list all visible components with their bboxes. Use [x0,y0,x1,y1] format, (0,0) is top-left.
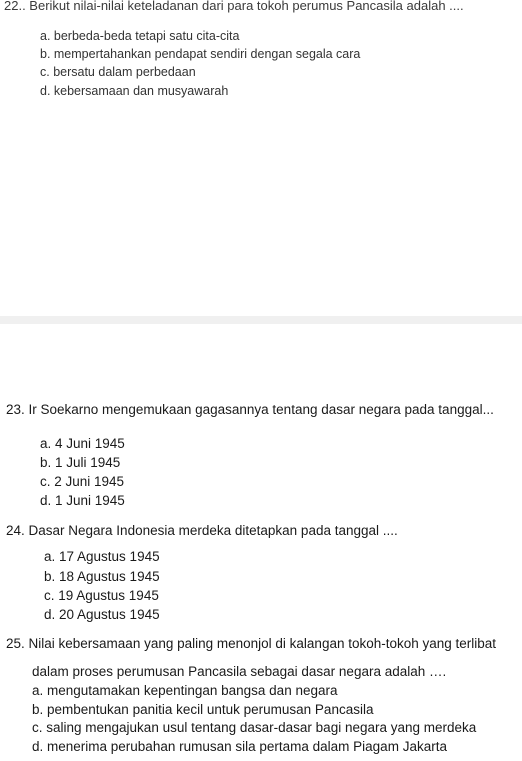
question-23-option-d: d. 1 Juni 1945 [40,493,125,508]
question-24-option-d: d. 20 Agustus 1945 [44,607,160,622]
question-25-text: 25. Nilai kebersamaan yang paling menonjol di kalangan tokoh-tokoh yang terlibat [6,636,497,651]
option-c: c. bersatu dalam perbedaan [40,65,196,79]
question-24-option-c: c. 19 Agustus 1945 [44,588,159,603]
question-24-option-b: b. 18 Agustus 1945 [44,569,160,584]
question-25-option-d: d. menerima perubahan rumusan sila pertama dalam Piagam Jakarta [32,739,447,754]
option-d: d. kebersamaan dan musyawarah [40,84,229,98]
question-23-option-c: c. 2 Juni 1945 [40,474,125,489]
question-25-option-c: c. saling mengajukan usul tentang dasar-dasar bagi negara yang merdeka [32,720,477,735]
question-25-option-a: a. mengutamakan kepentingan bangsa dan negara [32,683,338,698]
question-24-option-a: a. 17 Agustus 1945 [44,549,160,564]
question-24-text: 24. Dasar Negara Indonesia merdeka ditetapkan pada tanggal .... [6,523,398,538]
question-25-text-line2: dalam proses perumusan Pancasila sebagai dasar negara adalah …. [32,664,447,679]
question-text: 22.. Berikut nilai-nilai keteladanan dari para tokoh perumus Pancasila adalah .... [4,0,464,13]
option-b: b. mempertahankan pendapat sendiri dengan segala cara [40,47,361,61]
question-23-text: 23. Ir Soekarno mengemukaan gagasannya tentang dasar negara pada tanggal... [6,402,494,417]
question-23-option-a: a. 4 Juni 1945 [40,436,125,451]
question-25-option-b: b. pembentukan panitia kecil untuk perumusan Pancasila [32,702,374,717]
option-a: a. berbeda-beda tetapi satu cita-cita [40,29,240,43]
section-divider [0,316,522,324]
question-23-option-b: b. 1 Juli 1945 [40,455,121,470]
